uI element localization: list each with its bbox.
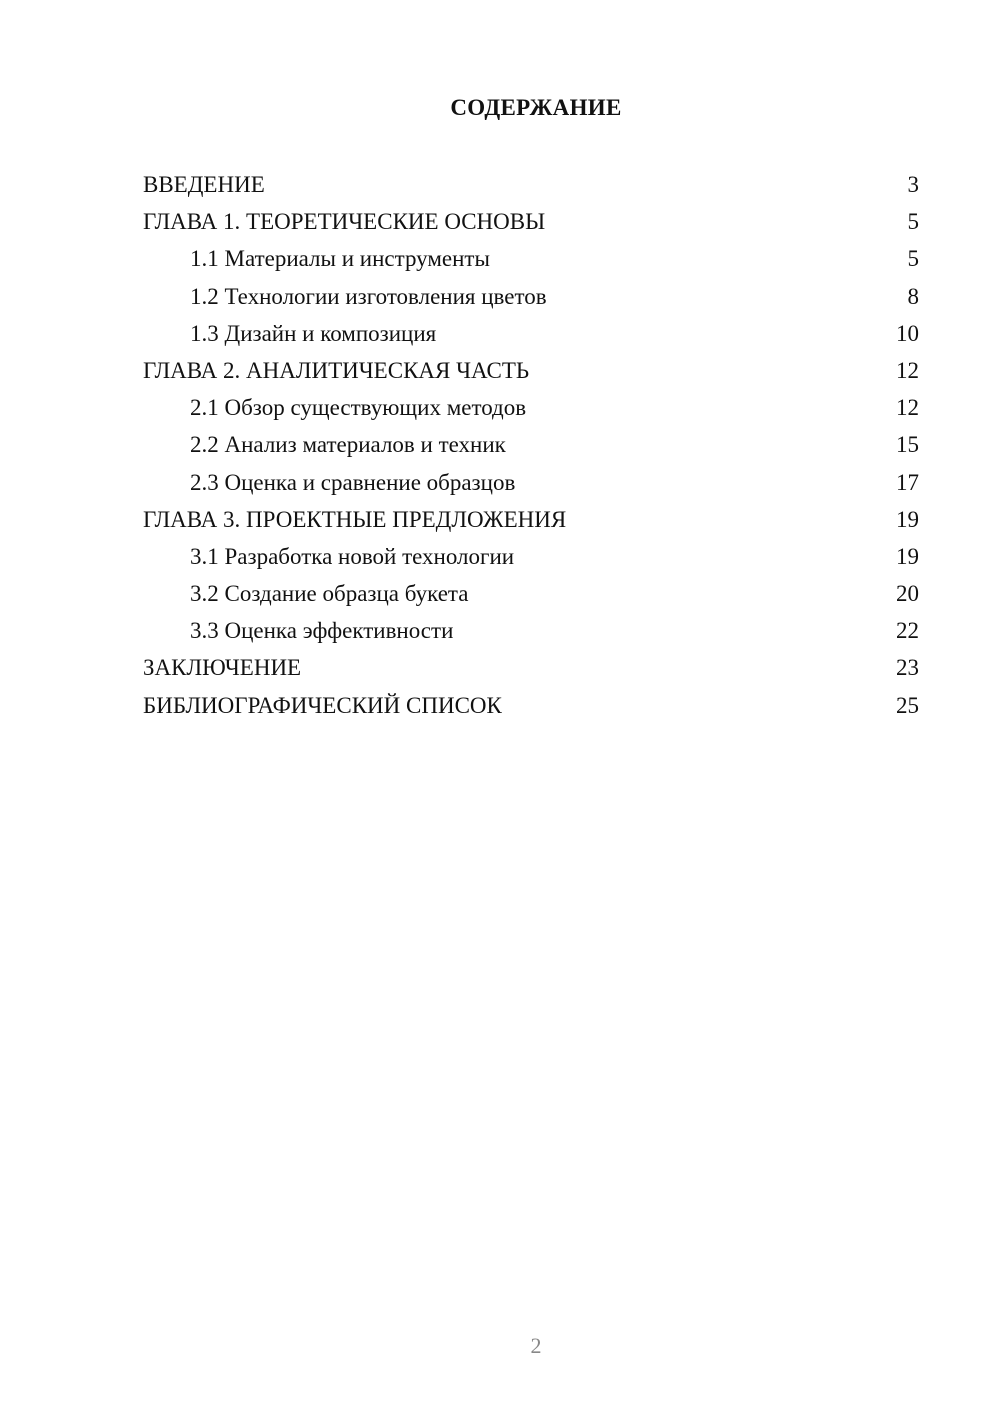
toc-subentry xyxy=(143,464,919,501)
toc-entry-label: 2.1 Обзор существующих методов xyxy=(190,395,527,421)
toc-entry-label: 1.2 Технологии изготовления цветов xyxy=(190,283,547,309)
toc-entry-label: БИБЛИОГРАФИЧЕСКИЙ СПИСОК xyxy=(143,692,502,718)
toc-subentry xyxy=(143,278,919,315)
toc-entry-page: 19 xyxy=(896,543,919,569)
toc-entry-label: 1.3 Дизайн и композиция xyxy=(190,320,437,346)
toc-entry-page: 3 xyxy=(907,172,919,197)
toc-entry-page: 5 xyxy=(907,209,919,235)
toc-entry xyxy=(143,166,919,203)
toc-subentry xyxy=(143,538,919,575)
toc-entry-label: 3.3 Оценка эффективности xyxy=(190,618,454,644)
toc-entry-label: 2.2 Анализ материалов и техник xyxy=(190,432,506,458)
toc-entry-label: 2.3 Оценка и сравнение образцов xyxy=(190,469,516,495)
toc-entry xyxy=(143,501,919,538)
toc-entry-page: 22 xyxy=(896,618,919,644)
toc-subentry xyxy=(143,612,919,649)
toc-entry-page: 23 xyxy=(896,655,919,681)
toc-subentry xyxy=(143,240,919,277)
toc-entry-page: 20 xyxy=(896,581,919,607)
toc-entry-label: ЗАКЛЮЧЕНИЕ xyxy=(143,655,302,681)
toc-entry-label: ГЛАВА 3. ПРОЕКТНЫЕ ПРЕДЛОЖЕНИЯ xyxy=(143,506,567,532)
toc-subentry xyxy=(143,426,919,463)
toc-entry-page: 17 xyxy=(896,469,919,495)
page-number: 2 xyxy=(530,1333,542,1358)
toc-entry xyxy=(143,649,919,686)
toc-entry xyxy=(143,203,919,240)
toc-entry-label: ГЛАВА 2. АНАЛИТИЧЕСКАЯ ЧАСТЬ xyxy=(143,357,530,383)
toc-entry-label: ВВЕДЕНИЕ xyxy=(143,172,265,197)
toc-entry-page: 5 xyxy=(907,246,919,272)
toc-entry-page: 25 xyxy=(896,692,919,718)
toc-entry-page: 12 xyxy=(896,357,919,383)
page-title: СОДЕРЖАНИЕ xyxy=(450,95,622,120)
toc-entry-page: 15 xyxy=(896,432,919,458)
toc-entry-page: 19 xyxy=(896,506,919,532)
toc-subentry xyxy=(143,315,919,352)
toc-entry xyxy=(143,687,919,724)
toc-entry-label: 3.1 Разработка новой технологии xyxy=(190,543,515,569)
toc-entry-label: 3.2 Создание образца букета xyxy=(190,581,469,607)
table-of-contents xyxy=(143,166,919,724)
toc-entry xyxy=(143,352,919,389)
toc-entry-page: 8 xyxy=(907,283,919,309)
toc-subentry xyxy=(143,389,919,426)
toc-entry-label: 1.1 Материалы и инструменты xyxy=(190,246,490,272)
toc-entry-page: 10 xyxy=(896,320,919,346)
toc-entry-page: 12 xyxy=(896,395,919,421)
toc-entry-label: ГЛАВА 1. ТЕОРЕТИЧЕСКИЕ ОСНОВЫ xyxy=(143,209,546,235)
toc-subentry xyxy=(143,575,919,612)
